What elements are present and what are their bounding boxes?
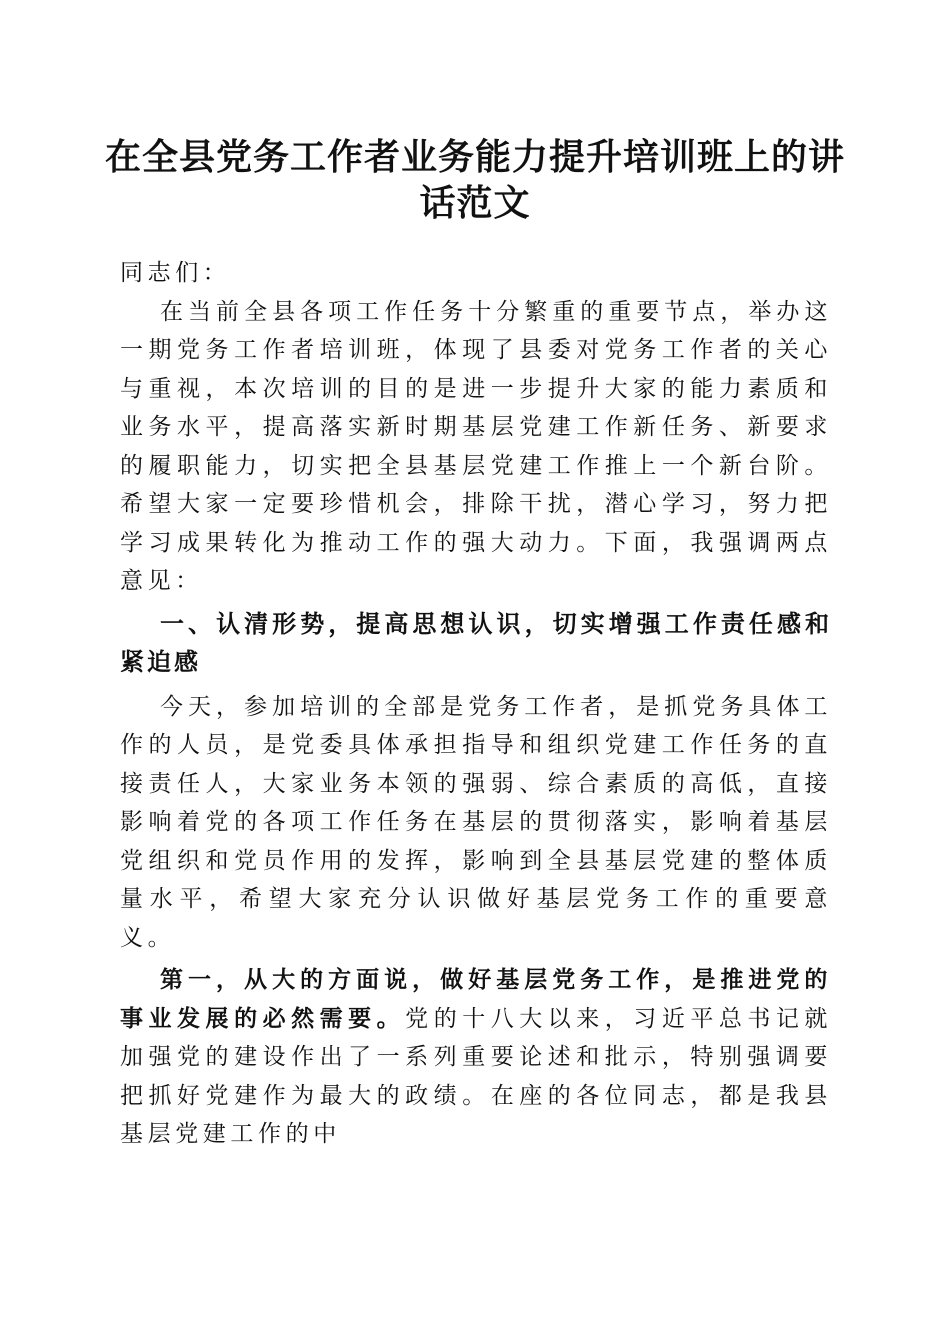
salutation: 同志们： xyxy=(120,260,231,286)
section-1-paragraph: 今天，参加培训的全部是党务工作者，是抓党务具体工作的人员，是党委具体承担指导和组织党建工作任务的直接责任人，大家业务本领的强弱、综合素质的高低，直接影响着党的各项工作任务在基层的贯彻落实，影响着基层党组织和党员作用的发挥，影响到全县基层党建的整体质量水平，希望大家充分认识做好基层党务工作的重要意义。 xyxy=(120,693,832,951)
point-1-paragraph xyxy=(120,961,832,1154)
section-heading-1: 一、认清形势，提高思想认识，切实增强工作责任感和紧迫感 xyxy=(120,609,832,676)
point-1-lead: 第一，从大的方面说，做好基层党务工作，是推进党的事业发展的必然需要。 xyxy=(120,967,832,1032)
document-title: 在全县党务工作者业务能力提升培训班上的讲话范文 xyxy=(104,136,845,224)
document-body xyxy=(120,254,832,1154)
intro-paragraph: 在当前全县各项工作任务十分繁重的重要节点，举办这一期党务工作者培训班，体现了县委对党务工作者的关心与重视，本次培训的目的是进一步提升大家的能力素质和业务水平，提高落实新时期基层党建工作新任务、新要求的履职能力，切实把全县基层党建工作推上一个新台阶。希望大家一定要珍惜机会，排除干扰，潜心学习，努力把学习成果转化为推动工作的强大动力。下面，我强调两点意见： xyxy=(120,298,832,594)
point-1-text: 党的十八大以来，习近平总书记就加强党的建设作出了一系列重要论述和批示，特别强调要把抓好党建作为最大的政绩。在座的各位同志，都是我县基层党建工作的中 xyxy=(120,1005,833,1147)
